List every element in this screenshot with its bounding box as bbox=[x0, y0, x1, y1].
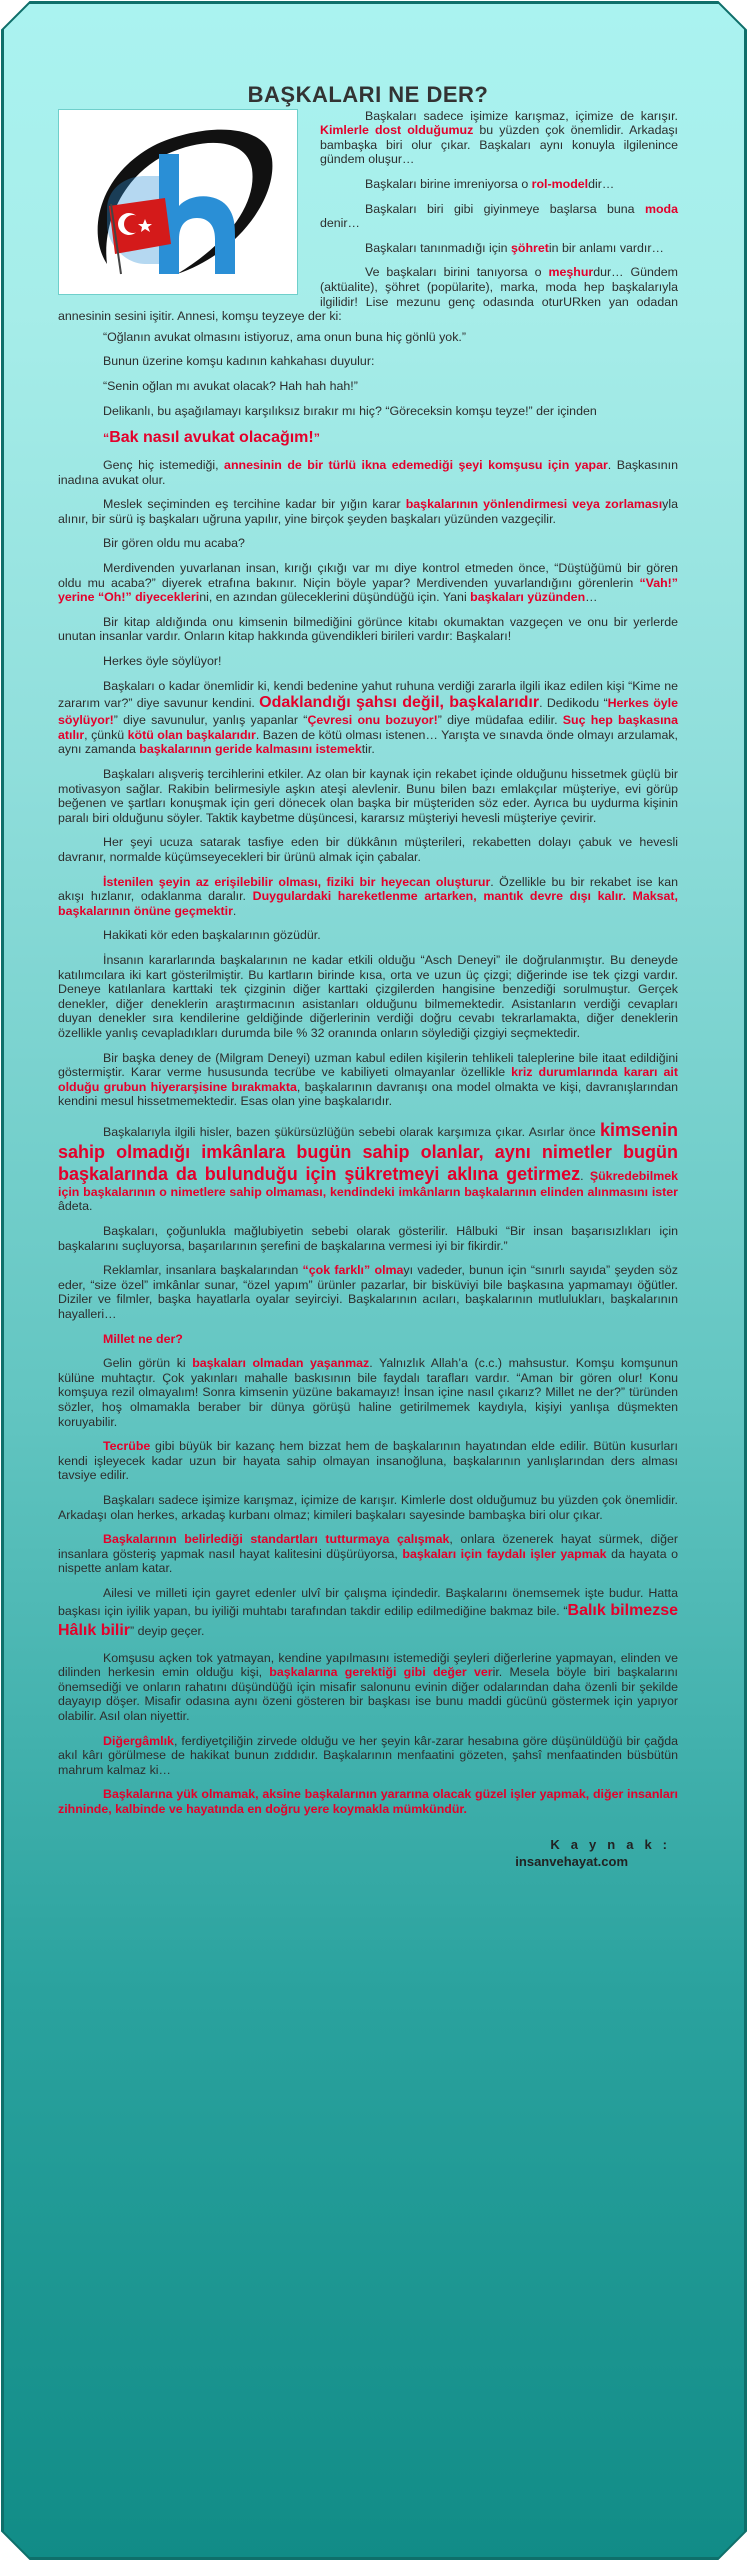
paragraph-25: Başkaları, çoğunlukla mağlubiyetin sebebi olarak gösterilir. Hâlbuki “Bir insan başarısızlıkları için başkalarını suçluyorsa, başarılarının şerefini de başkalarına vermesi iyi bir fikirdir.” bbox=[58, 1224, 678, 1253]
logo bbox=[58, 109, 298, 295]
paragraph-19: Her şeyi ucuza satarak tasfiye eden bir dükkânın müşterileri, rekabetten dolayı çabuk ve hevesli davranır, normalde küçümseyecekleri bir ürünü almak için çabalar. bbox=[58, 835, 678, 864]
paragraph-10: “Bak nasıl avukat olacağım!” bbox=[103, 429, 320, 447]
paragraph-24: Başkalarıyla ilgili hisler, bazen şükürsüzlüğün sebebi olarak karşımıza çıkar. Asırlar önce kimsenin sahip olmadığı imkânlara bugün sahip olanlar, aynı nimetler bugün başkalarında da bulunduğu için şükretmeyi aklına getirmez. Şükredebilmek için başkalarının o nimetlere sahip olmaması, kendindeki imkânların başkalarının elinden alınmasını ister âdeta. bbox=[58, 1119, 678, 1214]
paragraph-11: Genç hiç istemediği, annesinin de bir türlü ikna edemediği şeyi komşusu için yapar. Başkasının inadına avukat olur. bbox=[58, 458, 678, 487]
paragraph-12: Meslek seçiminden eş tercihine kadar bir yığın karar başkalarının yönlendirmesi veya zorlamasıyla alınır, bir sürü iş başkaları uğruna yapılır, yine birçok şeyden başkaları yüzünden vazgeçilir. bbox=[58, 497, 678, 526]
paragraph-31: Başkalarının belirlediği standartları tutturmaya çalışmak, onlara özenerek hayat sürmek, diğer insanlara gösteriş yapmak nasıl hayat kalitesini düşürüyorsa, başkaları için faydalı işler yapmak da hayata o nispette anlam katar. bbox=[58, 1532, 679, 1576]
dh-logo-icon bbox=[67, 114, 289, 290]
paragraph-28: Gelin görün ki başkaları olmadan yaşanmaz. Yalnızlık Allah’a (c.c.) mahsustur. Komşu komşunun külüne muhtaçtır. Çok yakınları mahalle baskısının bile faydalı tarafları vardır. “Aman bir gören olur! Konu komşuya rezil olmayalım! Sonra kimsenin yüzüne bakamayız! İnsan içine nasıl çıkarız? Millet ne der?” türünden sözler, hoş olmamakla beraber bir dünya görüşü haline getirilmemek kaydıyla, kişiyi yanlışa düşmekten koruyabilir. bbox=[58, 1356, 678, 1429]
paragraph-9: Delikanlı, bu aşağılamayı karşılıksız bırakır mı hiç? “Göreceksin komşu teyze!” der içinden bbox=[103, 403, 597, 418]
paragraph-8: “Senin oğlan mı avukat olacak? Hah hah hah!” bbox=[103, 378, 358, 393]
paragraph-17: Başkaları o kadar önemlidir ki, kendi bedenine yahut ruhuna verdiği zararla ilgili ikaz edilen kişi “Kime ne zararım var?” diye savunur kendini. Odaklandığı şahsı değil, başkalarıdır. Dedikodu “Herkes öyle söylüyor!” diye savunulur, yanlış yapanlar “Çevresi onu bozuyor!” diye müdafaa edilir. Suç hep başkasına atılır, çünkü kötü olan başkalarıdır. Bazen de kötü olması istenen… Yarışta ve sınavda önde olmayı arzulamak, aynı zamanda başkalarının geride kalmasını istemektir. bbox=[58, 678, 678, 757]
paragraph-7: Bunun üzerine komşu kadının kahkahası duyulur: bbox=[103, 354, 375, 369]
page-title: BAŞKALARI NE DER? bbox=[247, 82, 489, 107]
paragraph-2: Başkaları birine imreniyorsa o rol-modeldir… bbox=[365, 176, 615, 191]
paragraph-32: Ailesi ve milleti için gayret edenler ulvî bir çalışma içindedir. Başkalarını önemsemek işte budur. Hatta başkası için iyilik yapan, bu iyiliği muhtabı tarafından takdir edilip edilmediğine bakmaz bile. “Balık bilmezse Hâlık bilir” deyip geçer. bbox=[58, 1585, 678, 1639]
source-label: Kaynak: bbox=[550, 1837, 678, 1853]
paragraph-1: Başkaları sadece işimize karışmaz, içimize de karışır. Kimlerle dost olduğumuz bu yüzden çok önemlidir. Arkadaşı bambaşka biri olur çıkar. Başkaları aynı konuyla ilgilenince gündem oluşur… bbox=[320, 108, 678, 167]
paragraph-21: Hakikati kör eden başkalarının gözüdür. bbox=[103, 928, 321, 943]
paragraph-26: Reklamlar, insanlara başkalarından “çok farklı” olmayı vadeder, bunun için “sınırlı sayıda” şeyden söz eder, “size özel” imkânlar sunar, “özel yapım” ürünler pazarlar, bir bisküviyi bile başkasına yapmamayı öğütler. Diziler ve filmler, başka hayatlarla oyalar seyirciyi. Başkalarının acıları, başkalarının mutlulukları, başkalarının hayalleri… bbox=[58, 1263, 678, 1322]
paragraph-35: Başkalarına yük olmamak, aksine başkalarının yararına olacak güzel işler yapmak, diğer insanları zihninde, kalbinde ve hayatında en doğru yere koymakla mümkündür. bbox=[58, 1787, 678, 1816]
paragraph-6: “Oğlanın avukat olmasını istiyoruz, ama onun buna hiç gönlü yok.” bbox=[103, 329, 466, 344]
paragraph-14: Merdivenden yuvarlanan insan, kırığı çıkığı var mı diye kontrol etmeden önce, “Düştüğümü bir gören oldu mu acaba?” diyerek etrafına bakınır. Niçin böyle yapar? Merdivenden yuvarlandığını görenlerin “Vah!” yerine “Oh!” diyeceklerini, en azından güleceklerini düşündüğü için. Yani başkaları yüzünden… bbox=[58, 561, 678, 605]
paragraph-30: Başkaları sadece işimize karışmaz, içimize de karışır. Kimlerle dost olduğumuz bu yüzden çok önemlidir. Arkadaşı olan herkes, arkadaş kurbanı olmaz; kimileri başkaları sayesinde bambaşka biri olur çıkar. bbox=[58, 1492, 678, 1522]
article bbox=[58, 82, 679, 1870]
paragraph-4: Başkaları tanınmadığı için şöhretin bir anlamı vardır… bbox=[365, 240, 664, 255]
source-footer bbox=[58, 1838, 678, 1869]
paragraph-5: Ve başkaları birini tanıyorsa o meşhurdur… Gündem (aktüalite), şöhret (popülarite), marka, moda hep başkalarıyla ilgilidir! Lise mezunu genç odasında oturURken yan odadan annesinin sesini işitir. Annesi, komşu teyzeye der ki: bbox=[58, 265, 678, 324]
paragraph-23: Bir başka deney de (Milgram Deneyi) uzman kabul edilen kişilerin tehlikeli taleplerine bile itaat edildiğini göstermiştir. Karar verme hususunda tecrübe ve kabiliyeti olmayanlar özellikle kriz durumlarında kararı ait olduğu grubun hiyerarşisine bırakmakta, başkalarının davranışı ona model olmakta ve kişi, davranışlarından kendini mesul hissetmemektedir. Esas olan yine başkalarıdır. bbox=[58, 1050, 679, 1109]
paragraph-27: Millet ne der? bbox=[103, 1331, 183, 1346]
paragraph-3: Başkaları biri gibi giyinmeye başlarsa buna moda denir… bbox=[320, 201, 678, 231]
paragraph-33: Komşusu açken tok yatmayan, kendine yapılmasını istemediği şeyleri diğerlerine yapmayan, elinden ve dilinden herkesin emin olduğu kişi, başkalarına gerektiği gibi değer verir. Mesela böyle biri başkalarını önemsediği ve onların rahatını düşündüğü için misafir salonunu evinin diğer odalarından daha özenli bir şekilde dayayıp döşer. Misafir odasına aynı özeni gösteren bir başkası ise bunu maddi gücünü göstermek için yapıyor olabilir. Asıl olan niyettir. bbox=[58, 1650, 678, 1723]
paragraph-34: Diğergâmlık, ferdiyetçiliğin zirvede olduğu ve her şeyin kâr-zarar hesabına göre düşünüldüğü bir çağda akıl kârı görülmese de hakikat bunun zıddıdır. Başkalarının menfaatini gözeten, şahsî menfaatinden büsbütün mahrum kalmaz ki… bbox=[58, 1733, 678, 1777]
paragraph-22: İnsanın kararlarında başkalarının ne kadar etkili olduğu “Asch Deneyi” ile doğrulanmıştır. Bu deneyde katılımcılara iki kart gösterilmiştir. Bu kartların birinde kısa, orta ve uzun üç çizgi; diğerinde ise tek çizgi vardır. Deneye katılanlara karttaki tek çizginin diğer karttaki çizgilerden hangisine benzediği sorulmuştur. Gerçek denekler, diğer deneklerin araştırmacının asistanları olduğunu bilmemektedir. Asistanların verdiği cevapları duyan denekler sıra kendilerine geldiğinde diğerlerinin verdiği doğru cevabı tekrarlamakta, diğer deneklerin özellikle yanlış cevapladıkları durumda bile % 32 oranında onların söylediği çizgiyi seçmektedir. bbox=[58, 952, 678, 1040]
paragraph-13: Bir gören oldu mu acaba? bbox=[103, 536, 245, 551]
paragraph-18: Başkaları alışveriş tercihlerini etkiler. Az olan bir kaynak için rekabet içinde olduğunu hissetmek güçlü bir motivasyon sağlar. Rakibin belirmesiyle aşkın ateşi alevlenir. Bunu bilen bazı emlakçılar müşteriye, evi görüp beğenen ve şartları konuşmak için geri dönecek olan başka bir müşteriden söz eder. Ayrıca bu uydurma kişinin paralı biri olduğunu söyler. Taktik kaybetme düşüncesi, kararsız müşteriyi hevesli müşteriye çevirir. bbox=[58, 767, 678, 825]
paragraph-20: İstenilen şeyin az erişilebilir olması, fiziki bir heyecan oluşturur. Özellikle bu bir rekabet ise kan akışı hızlanır, odaklanma daralır. Duygulardaki hareketlenme artarken, mantık devre dışı kalır. Maksat, başkalarının önüne geçmektir. bbox=[58, 874, 678, 918]
paragraph-29: Tecrübe gibi büyük bir kazanç hem bizzat hem de başkalarının hayatından elde edilir. Bütün kusurları kendi işleyecek kadar uzun bir hayata sahip olmayan insanoğluna, başkalarının yanlışlarından ders alması tavsiye edilir. bbox=[58, 1439, 678, 1483]
paragraph-15: Bir kitap aldığında onu kimsenin bilmediğini görünce kitabı okumaktan vazgeçen ve onu bir yerlerde unutan insanlar vardır. Onların kitap hakkında güvendikleri birileri vardır: Başkaları! bbox=[58, 614, 678, 644]
paragraph-16: Herkes öyle söylüyor! bbox=[103, 654, 222, 669]
source-site: insanvehayat.com bbox=[515, 1854, 628, 1870]
